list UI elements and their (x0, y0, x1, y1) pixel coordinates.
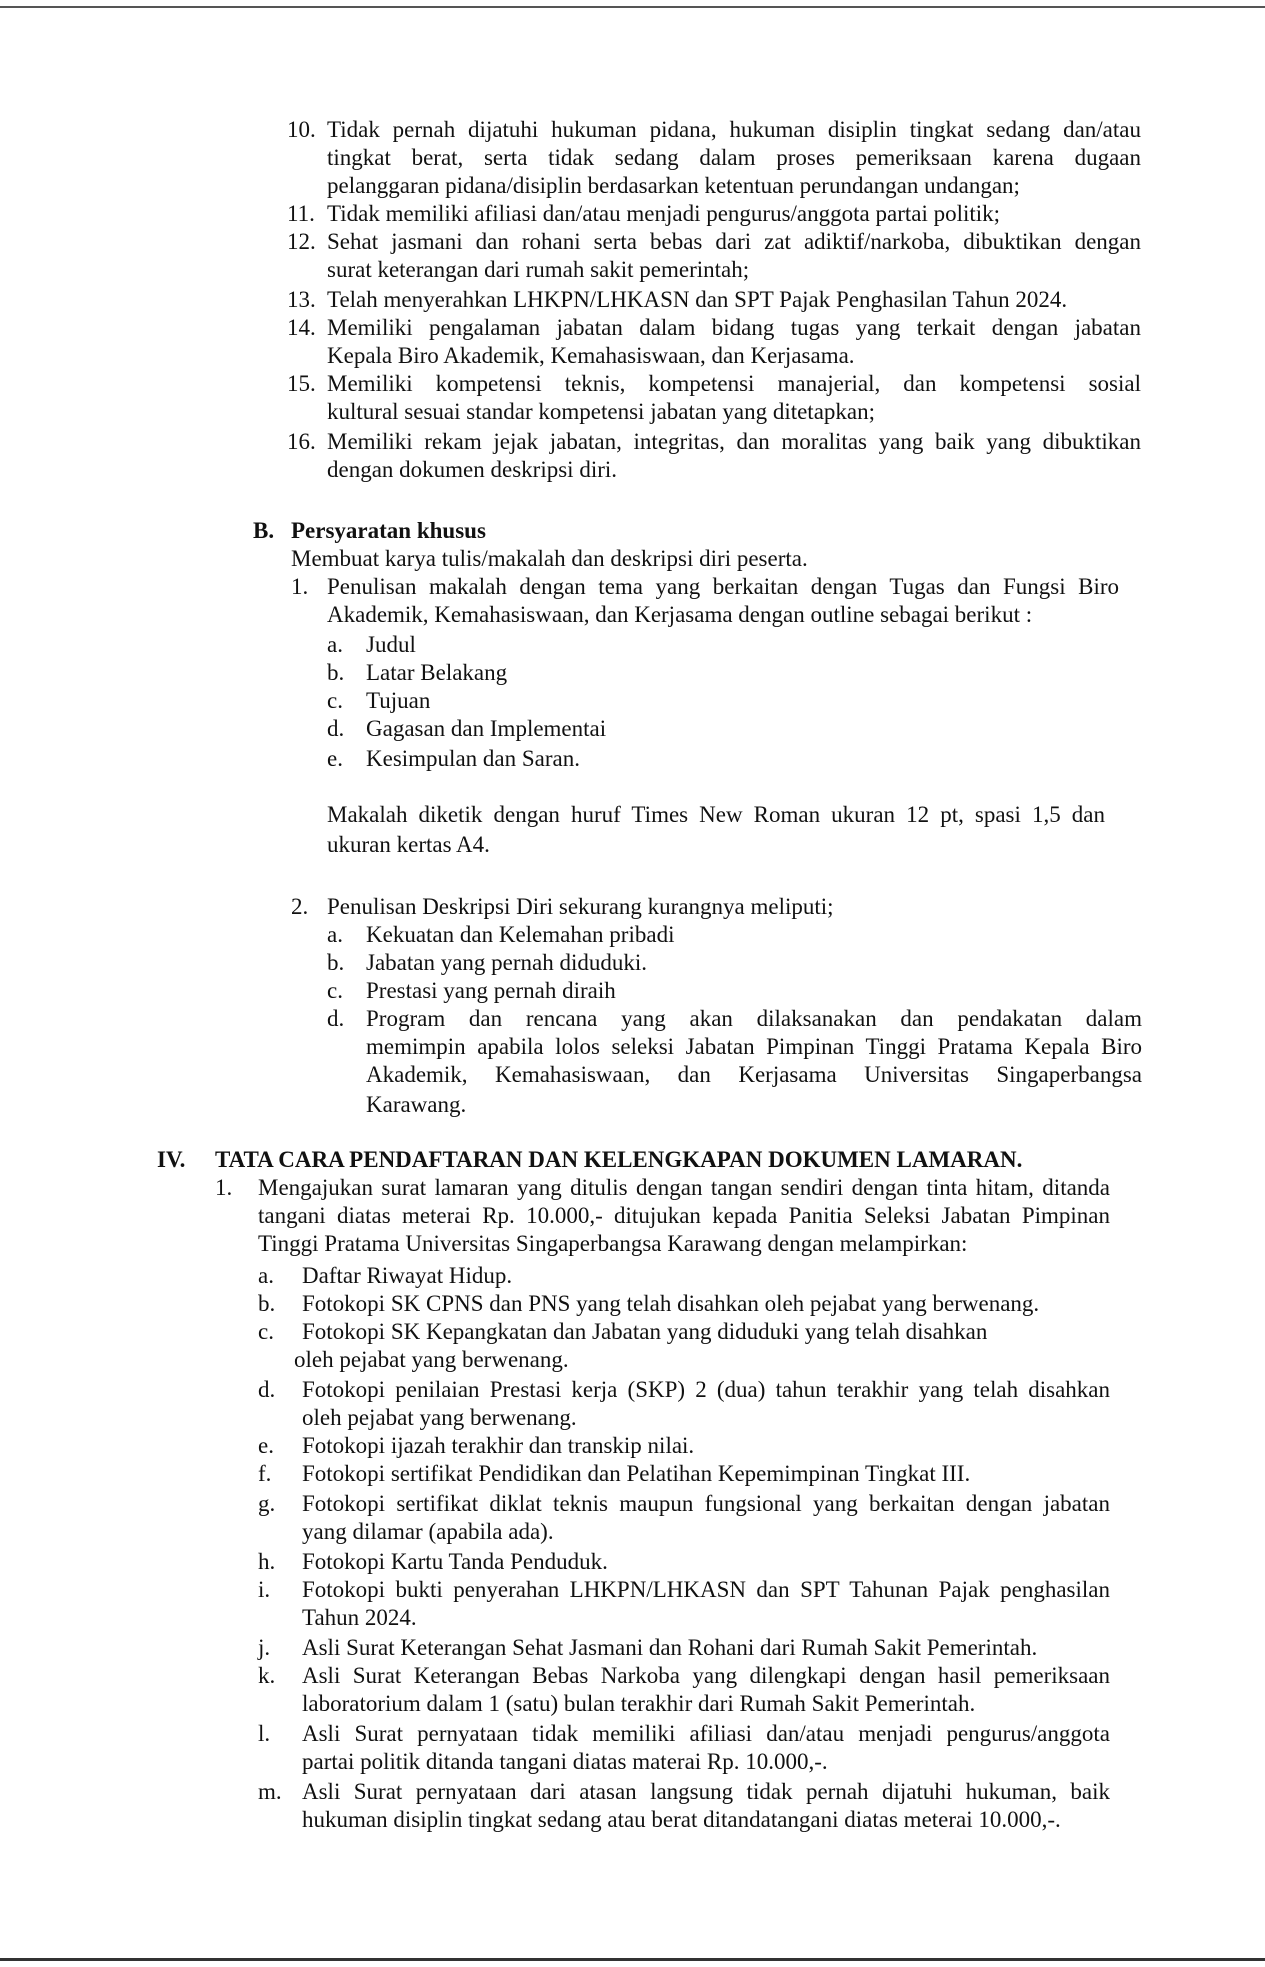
item-number: 15. (287, 371, 316, 396)
outline-letter: e. (327, 746, 343, 771)
point-letter: a. (327, 922, 343, 947)
attachment-line: Tahun 2024. (302, 1605, 417, 1630)
item-number: 1. (291, 574, 309, 599)
top-scan-border (0, 6, 1265, 8)
item-line: dengan dokumen deskripsi diri. (327, 457, 618, 482)
item-line: Penulisan makalah dengan tema yang berkaitan dengan Tugas dan Fungsi Biro (327, 574, 1119, 599)
attachment-line: Fotokopi SK CPNS dan PNS yang telah disahkan oleh pejabat yang berwenang. (302, 1291, 1040, 1316)
item-line: Kepala Biro Akademik, Kemahasiswaan, dan Kerjasama. (327, 343, 855, 368)
attachment-letter: i. (258, 1577, 271, 1602)
item-line: Akademik, Kemahasiswaan, dan Kerjasama dengan outline sebagai berikut : (327, 602, 1033, 627)
attachment-letter: c. (258, 1319, 274, 1344)
item-line: Mengajukan surat lamaran yang ditulis dengan tangan sendiri dengan tinta hitam, ditanda (258, 1175, 1110, 1200)
attachment-letter: e. (258, 1433, 274, 1458)
attachment-letter: g. (258, 1491, 276, 1516)
item-number: 1. (215, 1175, 233, 1200)
attachment-letter: k. (258, 1663, 276, 1688)
item-line: tingkat berat, serta tidak sedang dalam proses pemeriksaan karena dugaan (327, 145, 1141, 170)
item-number: 12. (287, 229, 316, 254)
item-number: 10. (287, 117, 316, 142)
item-line: Tidak memiliki afiliasi dan/atau menjadi pengurus/anggota partai politik; (327, 201, 1001, 226)
outline-item: Gagasan dan Implementai (366, 716, 607, 741)
point-line: Kekuatan dan Kelemahan pribadi (366, 922, 675, 947)
item-line: Memiliki rekam jejak jabatan, integritas, dan moralitas yang baik yang dibuktikan (327, 429, 1141, 454)
point-letter: b. (327, 950, 345, 975)
point-letter: d. (327, 1006, 345, 1031)
attachment-letter: a. (258, 1263, 274, 1288)
item-line: Memiliki kompetensi teknis, kompetensi manajerial, dan kompetensi sosial (327, 371, 1141, 396)
point-line: Akademik, Kemahasiswaan, dan Kerjasama Universitas Singaperbangsa (366, 1062, 1142, 1087)
attachment-line: Fotokopi Kartu Tanda Penduduk. (302, 1549, 608, 1574)
attachment-letter: d. (258, 1377, 276, 1402)
attachment-letter: b. (258, 1291, 276, 1316)
point-letter: c. (327, 978, 343, 1003)
attachment-letter: l. (258, 1721, 271, 1746)
outline-letter: c. (327, 688, 343, 713)
item-line: Memiliki pengalaman jabatan dalam bidang tugas yang terkait dengan jabatan (327, 315, 1141, 340)
attachment-letter: f. (258, 1461, 272, 1486)
makalah-note-line: Makalah diketik dengan huruf Times New Roman ukuran 12 pt, spasi 1,5 dan (327, 802, 1105, 827)
item-line: surat keterangan dari rumah sakit pemerintah; (327, 257, 750, 282)
section-iv-title: TATA CARA PENDAFTARAN DAN KELENGKAPAN DOKUMEN LAMARAN. (215, 1147, 1023, 1172)
item-number: 11. (287, 201, 315, 226)
attachment-line: Fotokopi sertifikat diklat teknis maupun fungsional yang berkaitan dengan jabatan (302, 1491, 1110, 1516)
attachment-letter: m. (258, 1779, 282, 1804)
attachment-line: yang dilamar (apabila ada). (302, 1519, 554, 1544)
item-number: 14. (287, 315, 316, 340)
item-number: 13. (287, 287, 316, 312)
point-line: Program dan rencana yang akan dilaksanakan dan pendakatan dalam (366, 1006, 1142, 1031)
attachment-line: Asli Surat pernyataan dari atasan langsung tidak pernah dijatuhi hukuman, baik (302, 1779, 1110, 1804)
section-b-intro: Membuat karya tulis/makalah dan deskripsi diri peserta. (291, 546, 808, 571)
item-number: 2. (291, 894, 309, 919)
section-b-title: Persyaratan khusus (291, 518, 486, 543)
attachment-line: Asli Surat pernyataan tidak memiliki afiliasi dan/atau menjadi pengurus/anggota (302, 1721, 1110, 1746)
makalah-note-line: ukuran kertas A4. (327, 832, 490, 857)
outline-letter: b. (327, 660, 345, 685)
attachment-line: Fotokopi SK Kepangkatan dan Jabatan yang diduduki yang telah disahkan (302, 1319, 988, 1344)
item-line: Tidak pernah dijatuhi hukuman pidana, hukuman disiplin tingkat sedang dan/atau (327, 117, 1141, 142)
outline-letter: a. (327, 632, 343, 657)
attachment-line: hukuman disiplin tingkat sedang atau berat ditandatangani diatas meterai 10.000,-. (302, 1807, 1061, 1832)
attachment-line: oleh pejabat yang berwenang. (294, 1347, 569, 1372)
outline-item: Judul (366, 632, 416, 657)
point-line: memimpin apabila lolos seleksi Jabatan Pimpinan Tinggi Pratama Kepala Biro (366, 1034, 1142, 1059)
point-line: Karawang. (366, 1092, 467, 1117)
item-line: Penulisan Deskripsi Diri sekurang kurangnya meliputi; (327, 894, 834, 919)
item-line: tangani diatas meterai Rp. 10.000,- ditujukan kepada Panitia Seleksi Jabatan Pimpinan (258, 1203, 1110, 1228)
item-line: Tinggi Pratama Universitas Singaperbangsa Karawang dengan melampirkan: (258, 1231, 968, 1256)
attachment-line: Asli Surat Keterangan Sehat Jasmani dan Rohani dari Rumah Sakit Pemerintah. (302, 1635, 1038, 1660)
item-line: kultural sesuai standar kompetensi jabatan yang ditetapkan; (327, 399, 876, 424)
section-iv-numeral: IV. (157, 1147, 186, 1172)
attachment-letter: h. (258, 1549, 276, 1574)
point-line: Prestasi yang pernah diraih (366, 978, 616, 1003)
attachment-line: Fotokopi sertifikat Pendidikan dan Pelatihan Kepemimpinan Tingkat III. (302, 1461, 971, 1486)
outline-letter: d. (327, 716, 345, 741)
section-b-letter: B. (253, 518, 275, 543)
attachment-letter: j. (258, 1635, 271, 1660)
attachment-line: Fotokopi penilaian Prestasi kerja (SKP) 2 (dua) tahun terakhir yang telah disahkan (302, 1377, 1110, 1402)
bottom-page-rule (0, 1958, 1265, 1961)
point-line: Jabatan yang pernah diduduki. (366, 950, 648, 975)
item-line: Telah menyerahkan LHKPN/LHKASN dan SPT Pajak Penghasilan Tahun 2024. (327, 287, 1068, 312)
attachment-line: Asli Surat Keterangan Bebas Narkoba yang dilengkapi dengan hasil pemeriksaan (302, 1663, 1110, 1688)
attachment-line: Daftar Riwayat Hidup. (302, 1263, 513, 1288)
item-line: Sehat jasmani dan rohani serta bebas dari zat adiktif/narkoba, dibuktikan dengan (327, 229, 1141, 254)
item-line: pelanggaran pidana/disiplin berdasarkan ketentuan perundangan undangan; (327, 173, 1020, 198)
outline-item: Kesimpulan dan Saran. (366, 746, 580, 771)
attachment-line: partai politik ditanda tangani diatas materai Rp. 10.000,-. (302, 1749, 828, 1774)
outline-item: Tujuan (366, 688, 431, 713)
attachment-line: Fotokopi bukti penyerahan LHKPN/LHKASN dan SPT Tahunan Pajak penghasilan (302, 1577, 1110, 1602)
outline-item: Latar Belakang (366, 660, 508, 685)
attachment-line: laboratorium dalam 1 (satu) bulan terakhir dari Rumah Sakit Pemerintah. (302, 1691, 976, 1716)
attachment-line: Fotokopi ijazah terakhir dan transkip nilai. (302, 1433, 695, 1458)
item-number: 16. (287, 429, 316, 454)
attachment-line: oleh pejabat yang berwenang. (302, 1405, 577, 1430)
